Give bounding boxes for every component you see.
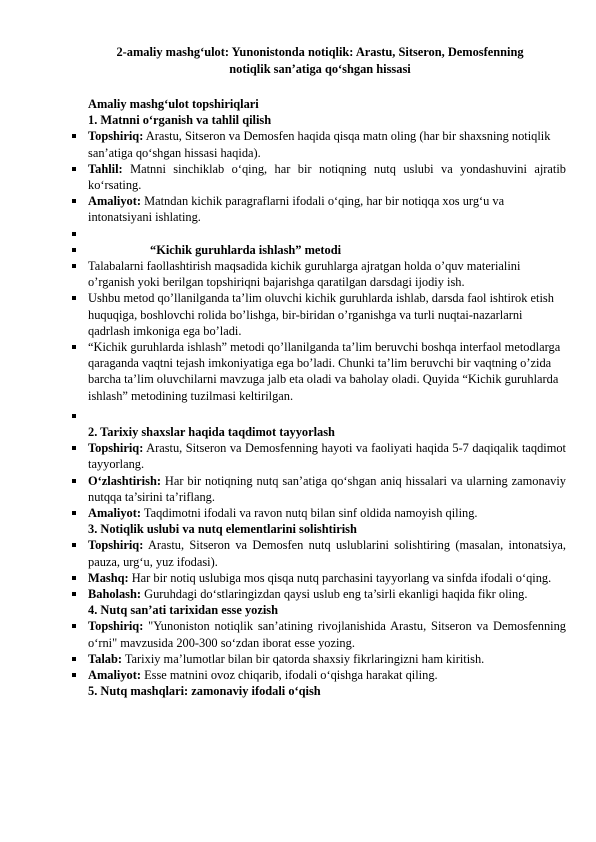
list-item: Amaliyot: Taqdimotni ifodali va ravon nutq bilan sinf oldida namoyish qiling. [70, 505, 566, 521]
bullet-icon [72, 624, 76, 628]
list-item: Talabalarni faollashtirish maqsadida kichik guruhlarga ajratgan holda o’quv materialini o’rganish yoki berilgan topshiriqni bajarishga qaratilgan darsdagi ijodiy ish. [70, 258, 566, 290]
bullet-icon [72, 446, 76, 450]
list-item: Amaliyot: Esse matnini ovoz chiqarib, ifodali o‘qishga harakat qiling. [70, 667, 566, 683]
list-item: Baholash: Guruhdagi do‘stlaringizdan qaysi uslub eng ta’sirli ekanligi haqida fikr oling. [70, 586, 566, 602]
section-3-heading: 3. Notiqlik uslubi va nutq elementlarini solishtirish [88, 522, 357, 537]
list-item [70, 242, 566, 258]
section-2-heading: 2. Tarixiy shaxslar haqida taqdimot tayyorlash [88, 425, 335, 440]
section-5-heading: 5. Nutq mashqlari: zamonaviy ifodali o‘qish [88, 684, 321, 699]
bullet-icon [72, 248, 76, 252]
list-item: “Kichik guruhlarda ishlash” metodi qo’llanilganda ta’lim beruvchi boshqa interfaol metodlarga qaraganda vaqtni tejash imkoniyatiga ega bo’ladi. Chunki ta’lim beruvchi bir vaqtning o’zida barcha ta’lim oluvchilarni mavzuga jalb eta oladi va baholay oladi. Quyida “Kichik guruhlarda ishlash” metodining tuzilmasi keltirilgan. [70, 339, 566, 404]
document-body [70, 96, 566, 699]
bullet-icon [72, 134, 76, 138]
bullet-icon [72, 673, 76, 677]
title-line-1: 2-amaliy mashg‘ulot: Yunonistonda notiqlik: Arastu, Sitseron, Demosfenning [116, 45, 524, 59]
bullet-icon [72, 199, 76, 203]
bullet-icon [72, 232, 76, 236]
bullet-icon [72, 657, 76, 661]
empty-list-item [70, 226, 566, 242]
page-title [70, 44, 570, 78]
bullet-icon [72, 479, 76, 483]
list-item: O‘zlashtirish: Har bir notiqning nutq san’atiga qo‘shgan aniq hissalari va ularning zamonaviy nutqqa ta’sirini ta’riflang. [70, 473, 566, 505]
list-item: Topshiriq: Arastu, Sitseron va Demosfen nutq uslublarini solishtiring (masalan, intonatsiya, pauza, urg‘u, yuz ifodasi). [70, 537, 566, 569]
list-item: Mashq: Har bir notiq uslubiga mos qisqa nutq parchasini tayyorlang va sinfda ifodali o‘qing. [70, 570, 566, 586]
list-item: Tahlil: Matnni sinchiklab o‘qing, har bir notiqning nutq uslubi va yondashuvini ajratib ko‘rsating. [70, 161, 566, 193]
bullet-icon [72, 264, 76, 268]
list-item: Topshiriq: Arastu, Sitseron va Demosfenning hayoti va faoliyati haqida 5-7 daqiqalik taqdimot tayyorlang. [70, 440, 566, 472]
list-item: Ushbu metod qo’llanilganda ta’lim oluvchi kichik guruhlarda ishlab, darsda faol ishtirok etish huquqiga, boshlovchi rolida bo’lishga, bir-biridan o’rganishga va turli nuqtai-nazarlarni qadrlash imkoniga ega bo’ladi. [70, 290, 566, 339]
bullet-icon [72, 345, 76, 349]
section-1-heading: 1. Matnni o‘rganish va tahlil qilish [88, 113, 272, 128]
list-item: Topshiriq: "Yunoniston notiqlik san’atining rivojlanishida Arastu, Sitseron va Demosfenning o‘rni" mavzusida 200-300 so‘zdan iborat esse yozing. [70, 618, 566, 650]
list-item: Talab: Tarixiy ma’lumotlar bilan bir qatorda shaxsiy fikrlaringizni ham kiritish. [70, 651, 566, 667]
empty-list-item [70, 408, 566, 424]
list-item: Amaliyot: Matndan kichik paragraflarni ifodali o‘qing, har bir notiqqa xos urg‘u va intonatsiyani ishlating. [70, 193, 566, 225]
bullet-icon [72, 167, 76, 171]
bullet-icon [72, 576, 76, 580]
section-4-heading: 4. Nutq san’ati tarixidan esse yozish [88, 603, 279, 618]
bullet-icon [72, 414, 76, 418]
bullet-icon [72, 511, 76, 515]
bullet-icon [72, 592, 76, 596]
bullet-icon [72, 543, 76, 547]
list-item: Topshiriq: Arastu, Sitseron va Demosfen haqida qisqa matn oling (har bir shaxsning notiqlik san’atiga qo‘shgan hissasi haqida). [70, 128, 566, 160]
tasks-heading: Amaliy mashg‘ulot topshiriqlari [88, 97, 259, 111]
title-line-2: notiqlik san’atiga qo‘shgan hissasi [229, 62, 411, 76]
method-heading: “Kichik guruhlarda ishlash” metodi [150, 242, 342, 257]
bullet-icon [72, 296, 76, 300]
